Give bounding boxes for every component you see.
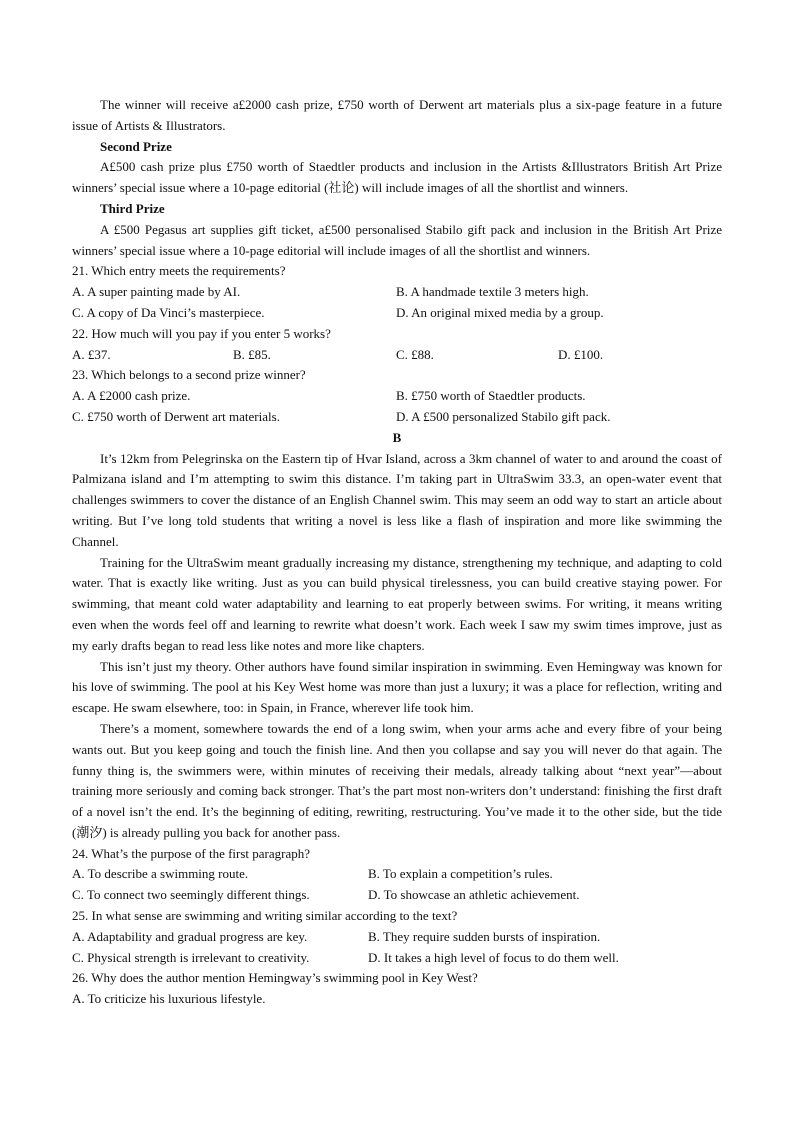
question-23-options-row-2 (72, 407, 722, 428)
question-22-options (72, 345, 722, 366)
option-21-c: C. A copy of Da Vinci’s masterpiece. (72, 304, 265, 320)
paragraph-winner: The winner will receive a£2000 cash prize, £750 worth of Derwent art materials plus a six-page feature in a future issue of Artists & Illustrators. (72, 97, 722, 133)
question-25-options-row-1 (72, 927, 722, 948)
option-25-c: C. Physical strength is irrelevant to creativity. (72, 949, 310, 965)
option-24-d: D. To showcase an athletic achievement. (368, 887, 580, 903)
question-26-stem: 26. Why does the author mention Hemingway’s swimming pool in Key West? (72, 970, 478, 986)
question-25-options-row-2 (72, 948, 722, 969)
question-21-stem: 21. Which entry meets the requirements? (72, 263, 286, 279)
heading-second-prize: Second Prize (100, 138, 172, 154)
option-24-c: C. To connect two seemingly different things. (72, 887, 310, 903)
question-21-options-row-1 (72, 282, 722, 303)
section-b-heading: B (392, 429, 402, 445)
option-26-a: A. To criticize his luxurious lifestyle. (72, 991, 266, 1007)
option-22-d: D. £100. (558, 346, 604, 362)
option-22-c: C. £88. (396, 346, 434, 362)
question-23-options-row-1 (72, 386, 722, 407)
question-24-stem: 24. What’s the purpose of the first paragraph? (72, 845, 311, 861)
option-23-c: C. £750 worth of Derwent art materials. (72, 408, 280, 424)
option-25-a: A. Adaptability and gradual progress are key. (72, 928, 308, 944)
option-23-a: A. A £2000 cash prize. (72, 388, 191, 404)
option-21-d: D. An original mixed media by a group. (396, 304, 604, 320)
option-22-b: B. £85. (233, 346, 271, 362)
option-22-a: A. £37. (72, 346, 111, 362)
question-21-options-row-2 (72, 303, 722, 324)
option-25-d: D. It takes a high level of focus to do them well. (368, 949, 619, 965)
passage-b-paragraph-4: There’s a moment, somewhere towards the end of a long swim, when your arms ache and every fibre of your being wants out. But you keep going and touch the finish line. And then you collapse and say you will never do that again. The funny thing is, the swimmers were, within minutes of receiving their medals, already talking about “next year”—about training more seriously and coming back stronger. That’s the part most non-writers don’t understand: finishing the first draft of a novel isn’t the end. It’s the beginning of editing, rewriting, restructuring. You’ve made it to the other side, but the tide (潮汐) is already pulling you back for another pass. (72, 720, 722, 840)
question-25-stem: 25. In what sense are swimming and writing similar according to the text? (72, 908, 458, 924)
passage-b-paragraph-3: This isn’t just my theory. Other authors have found similar inspiration in swimming. Even Hemingway was known for his love of swimming. The pool at his Key West home was more than just a luxury; it was a place for reflection, writing and escape. He swam elsewhere, too: in Spain, in France, wherever life took him. (72, 658, 722, 716)
option-24-a: A. To describe a swimming route. (72, 866, 249, 882)
question-23-stem: 23. Which belongs to a second prize winner? (72, 367, 306, 383)
question-22-stem: 22. How much will you pay if you enter 5 works? (72, 325, 331, 341)
option-23-b: B. £750 worth of Staedtler products. (396, 388, 586, 404)
paragraph-second-prize: A£500 cash prize plus £750 worth of Staedtler products and inclusion in the Artists &Illustrators British Art Prize winners’ special issue where a 10-page editorial (社论) will include images of all the shortlist and winners. (72, 159, 722, 196)
question-24-options-row-1 (72, 864, 722, 885)
option-21-a: A. A super painting made by AI. (72, 284, 241, 300)
option-24-b: B. To explain a competition’s rules. (368, 866, 553, 882)
question-24-options-row-2 (72, 885, 722, 906)
document-page (72, 95, 722, 1010)
paragraph-third-prize: A £500 Pegasus art supplies gift ticket, a£500 personalised Stabilo gift pack and inclusion in the British Art Prize winners’ special issue where a 10-page editorial will include images of all the shortlist and winners. (72, 221, 722, 258)
option-25-b: B. They require sudden bursts of inspiration. (368, 928, 601, 944)
option-23-d: D. A £500 personalized Stabilo gift pack. (396, 408, 611, 424)
passage-b-paragraph-2: Training for the UltraSwim meant gradually increasing my distance, strengthening my technique, and adapting to cold water. That is exactly like writing. Just as you can build physical tirelessness, you can build creative staying power. For swimming, that meant cold water adaptability and learning to eat properly between swims. For writing, it means writing even when the words feel off and learning to rewrite what doesn’t work. Each week I saw my swim times improve, just as my early drafts began to read less like notes and more like chapters. (72, 554, 722, 653)
passage-b-paragraph-1: It’s 12km from Pelegrinska on the Eastern tip of Hvar Island, across a 3km channel of water to and around the coast of Palmizana island and I’m attempting to swim this distance. I’m taking part in UltraSwim 33.3, an open-water event that challenges swimmers to cover the distance of an English Channel swim. This may seem an odd way to start an article about writing. But I’ve long told students that writing a novel is less like a flash of inspiration and more like swimming the Channel. (72, 450, 722, 549)
heading-third-prize: Third Prize (100, 200, 165, 216)
option-21-b: B. A handmade textile 3 meters high. (396, 284, 589, 300)
